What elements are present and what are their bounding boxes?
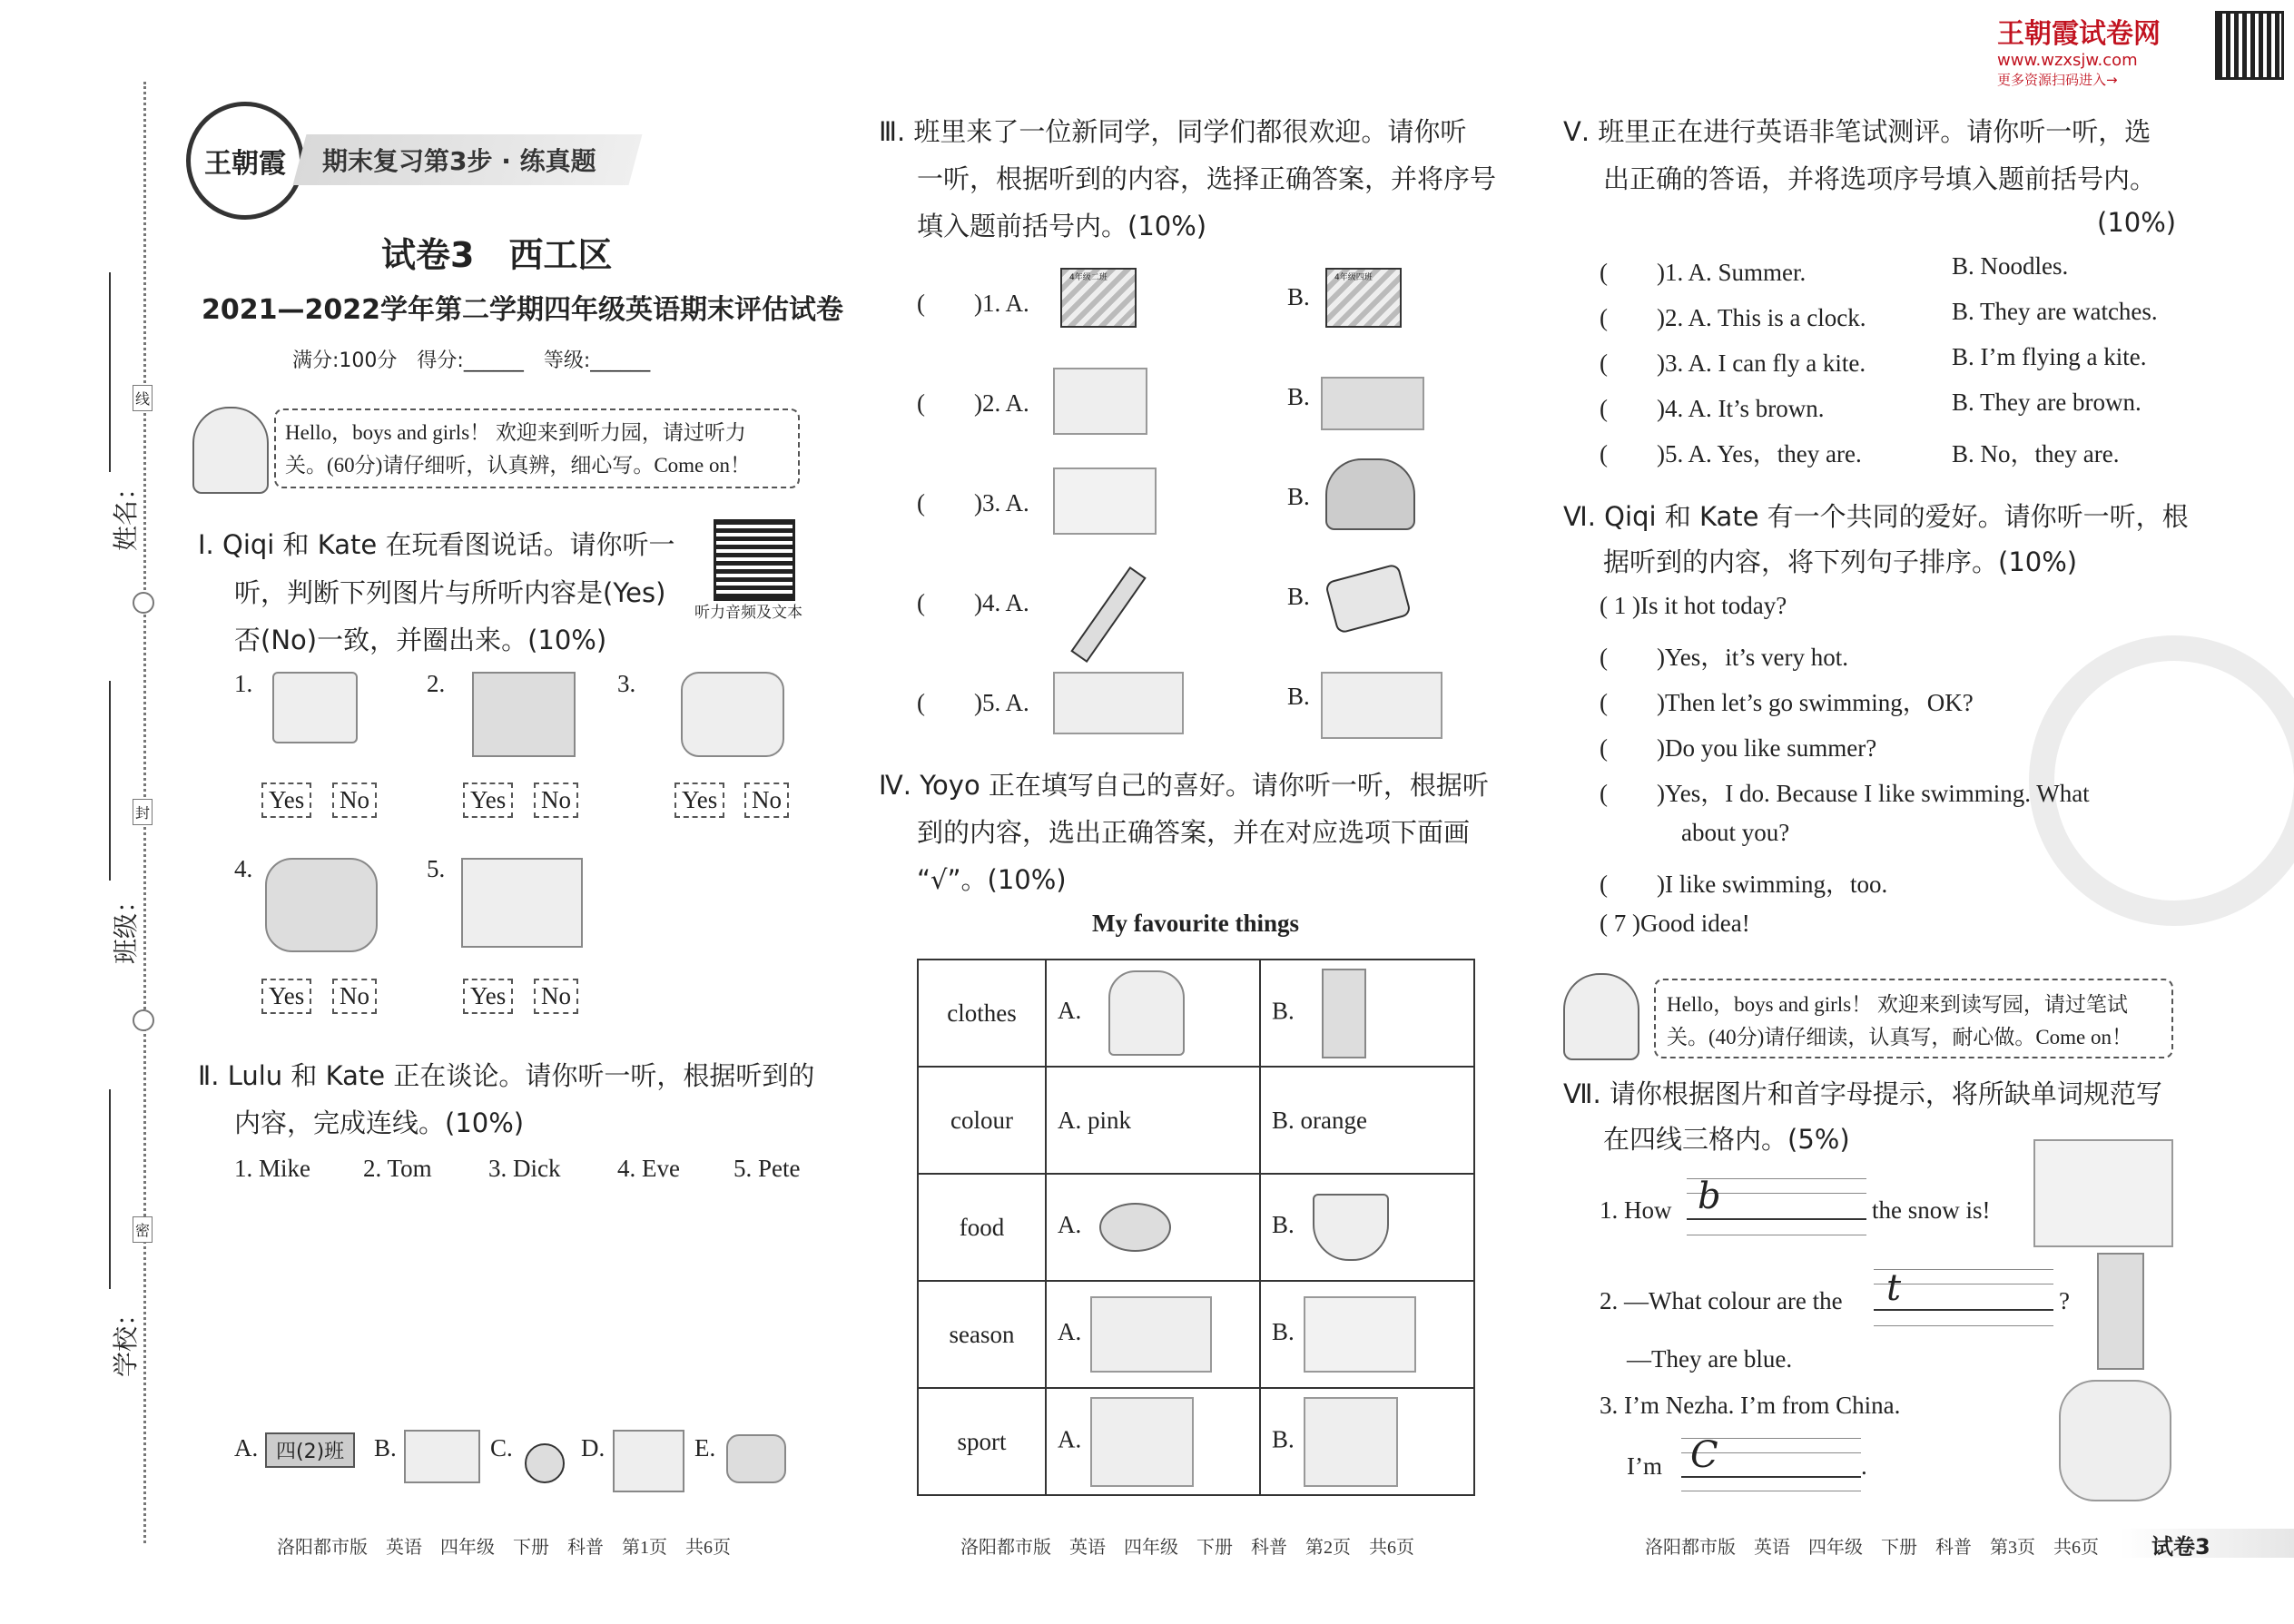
school-field-label: 学校： [111,1300,142,1378]
s2-opt-d: D. [581,1434,605,1462]
eraser-picture [1324,563,1412,635]
s5-item-2-b: B. They are watches. [1952,298,2158,325]
s2-line1: Ⅱ. Lulu 和 Kate 正在谈论。请你听一听，根据听到的 [198,1060,815,1091]
sport-option-b[interactable] [1260,1388,1474,1495]
brand-more: 更多资源扫码进入→ [1997,72,2118,88]
s6-item-5-cont: about you? [1681,819,1790,846]
row-label-food: food [918,1174,1046,1281]
s1-q1-yes[interactable]: Yes [261,782,311,818]
row-label-colour: colour [918,1067,1046,1174]
s1-num-3: 3. [617,670,636,697]
girl-reading-illustration [1563,973,1639,1060]
s3-item-4: ( )4. A. [917,589,1029,616]
s7-q2-start: 2. —What colour are the [1600,1287,1843,1314]
s1-q4-no[interactable]: No [332,979,377,1014]
table-row [918,1281,1474,1388]
spring-scene-picture [1090,1296,1212,1373]
table-row [918,1388,1474,1495]
s4-line2: 到的内容，选出正确答案，并在对应选项下面画 [917,817,1471,848]
s5-item-5-b: B. No，they are. [1952,440,2120,468]
s4-line3: “√”。(10%) [917,864,1067,895]
s3-line1: Ⅲ. 班里来了一位新同学，同学们都很欢迎。请你听 [879,116,1467,147]
s7-q3-line: 3. I’m Nezha. I’m from China. [1600,1392,1901,1419]
s2-name-2: 2. Tom [363,1155,432,1182]
s2-opt-b: B. [374,1434,397,1462]
listening-qr-code[interactable] [714,519,795,601]
s2-name-5: 5. Pete [733,1155,801,1182]
computer-picture [472,672,576,757]
bridge-picture [1321,377,1424,430]
s1-line2: 听，判断下列图片与所听内容是(Yes) [234,577,666,608]
football-player-picture [1304,1397,1398,1487]
s5-item-4-b: B. They are brown. [1952,389,2141,416]
s2-opt-e: E. [694,1434,716,1462]
sport-option-b-label: B. [1272,1425,1295,1453]
s2-line2: 内容，完成连线。(10%) [234,1107,525,1138]
s1-q3-no[interactable]: No [744,782,789,818]
colour-option-a[interactable]: A. pink [1046,1067,1260,1174]
s5-item-1: ( )1. A. Summer. [1600,259,1807,286]
colour-option-b[interactable]: B. orange [1260,1067,1474,1174]
sport-option-a[interactable] [1046,1388,1260,1495]
s1-q1-no[interactable]: No [332,782,377,818]
brand-url[interactable]: www.wzxsjw.com [1997,51,2138,70]
winter-tree-picture [1053,468,1157,535]
kids-playing-picture [1321,672,1442,739]
winter-scene-picture [1304,1296,1416,1373]
sport-option-a-label: A. [1058,1425,1082,1453]
s1-num-5: 5. [427,855,446,882]
listening-qr-label: 听力音频及文本 [694,604,802,621]
q1-hint-letter: b [1698,1176,1721,1217]
dress-picture [1108,970,1185,1056]
class-badge: 四(2)班 [265,1432,355,1468]
food-option-b[interactable] [1260,1174,1474,1281]
paper-subtitle: 2021—2022学年第二学期四年级英语期末评估试卷 [202,294,843,326]
binding-hole-2 [133,1009,154,1031]
s2-opt-c: C. [490,1434,513,1462]
s6-line2: 据听到的内容，将下列句子排序。(10%) [1603,546,2078,577]
s6-item-4: ( )Do you like summer? [1600,734,1877,762]
s6-item-5: ( )Yes，I do. Because I like swimming. What [1600,780,2090,807]
s7-q2-reply: —They are blue. [1627,1345,1793,1373]
s5-line1: Ⅴ. 班里正在进行英语非笔试测评。请你听一听，选 [1563,116,2151,147]
s6-item-6: ( )I like swimming，too. [1600,871,1888,898]
paper-title: 试卷3 西工区 [381,235,613,275]
row-label-season: season [918,1281,1046,1388]
class-field-label: 班级： [111,887,142,965]
blue-trousers-picture [2097,1253,2144,1370]
brand-block [1997,11,2215,89]
s1-q5-no[interactable]: No [534,979,578,1014]
clothes-option-b-label: B. [1272,997,1295,1025]
footer-page-3: 洛阳都市版 英语 四年级 下册 科普 第3页 共6页 [1645,1538,2099,1558]
s3-item-2-b: B. [1287,383,1310,410]
s7-q1-end: the snow is! [1872,1196,1991,1224]
s5-item-3: ( )3. A. I can fly a kite. [1600,349,1866,377]
s1-q2-yes[interactable]: Yes [463,782,513,818]
s1-line1: Ⅰ. Qiqi 和 Kate 在玩看图说话。请你听一 [198,529,675,560]
s5-item-1-b: B. Noodles. [1952,252,2069,280]
s2-name-1: 1. Mike [234,1155,310,1182]
favourite-table [917,959,1475,1496]
elephants-picture [265,858,378,952]
s2-opt-a: A. [234,1434,259,1462]
food-option-b-label: B. [1272,1211,1295,1239]
s1-num-2: 2. [427,670,446,697]
s1-line3: 否(No)一致，并圈出来。(10%) [234,625,607,655]
s1-num-4: 4. [234,855,253,882]
footer-page-1: 洛阳都市版 英语 四年级 下册 科普 第1页 共6页 [277,1538,731,1558]
nezha-picture [2059,1380,2171,1501]
listening-intro-l1: Hello，boys and girls！ 欢迎来到听力园，请过听力 [285,421,746,444]
season-option-a-label: A. [1058,1318,1082,1346]
pen-paper-picture [404,1430,480,1483]
s7-q3-start: I’m [1627,1452,1662,1480]
clothes-option-a-label: A. [1058,997,1082,1025]
trousers-picture [1322,969,1366,1058]
backpack-picture [726,1434,786,1483]
writing-intro-l2: 关。(40分)请仔细读，认真写，耐心做。Come on！ [1667,1026,2133,1048]
seal-char-2: 封 [133,799,153,825]
s5-item-2: ( )2. A. This is a clock. [1600,304,1866,331]
snowy-house-picture [2033,1139,2173,1247]
s6-item-7: ( 7 )Good idea! [1600,910,1750,937]
table-row [918,960,1474,1067]
s3-item-2: ( )2. A. [917,389,1029,417]
s4-line1: Ⅳ. Yoyo 正在填写自己的喜好。请你听一听，根据听 [879,770,1489,801]
board-badge-a: 4年级二班 [1069,273,1108,282]
table-row [918,1174,1474,1281]
s3-item-1-b: B. [1287,283,1310,310]
season-option-b[interactable] [1260,1281,1474,1388]
row-label-clothes: clothes [918,960,1046,1067]
writing-intro-l1: Hello，boys and girls！ 欢迎来到读写园，请过笔试 [1667,993,2128,1016]
s5-line2: 出正确的答语，并将选项序号填入题前括号内。 [1603,163,2157,194]
s1-q3-yes[interactable]: Yes [674,782,724,818]
score-line: 满分:100分 得分:______ 等级:______ [292,349,651,372]
s7-line1: Ⅶ. 请你根据图片和首字母提示，将所缺单词规范写 [1563,1078,2162,1109]
horse-rider-picture [681,672,784,757]
football-picture [525,1443,565,1483]
s6-item-1: ( 1 )Is it hot today? [1600,592,1787,619]
s7-q1-start: 1. How [1600,1196,1672,1224]
s2-name-3: 3. Dick [488,1155,561,1182]
shorts-picture [272,672,358,743]
s3-line3: 填入题前括号内。(10%) [917,211,1207,241]
s5-item-3-b: B. I’m flying a kite. [1952,343,2147,370]
corner-tag: 试卷3 [2151,1534,2210,1560]
top-qr-code[interactable] [2215,11,2284,80]
footer-page-2: 洛阳都市版 英语 四年级 下册 科普 第2页 共6页 [960,1538,1414,1558]
park-picture [1053,368,1147,435]
s6-item-2: ( )Yes，it’s very hot. [1600,644,1849,671]
rain-cloud-picture [1325,458,1415,530]
clothes-option-a[interactable] [1046,960,1260,1067]
binding-hole-1 [133,592,154,614]
logo-badge [186,102,304,220]
s1-q4-yes[interactable]: Yes [261,979,311,1014]
ping-pong-picture [1053,672,1184,734]
s5-item-4: ( )4. A. It’s brown. [1600,395,1825,422]
seal-char-3: 密 [133,1216,153,1243]
pancake-picture [1099,1203,1171,1252]
board-badge-b: 4年级四班 [1334,273,1373,282]
s5-item-5: ( )5. A. Yes，they are. [1600,440,1862,468]
table-row [918,1067,1474,1174]
season-option-a[interactable] [1046,1281,1260,1388]
noodles-bowl-picture [1313,1194,1389,1261]
s3-line2: 一听，根据听到的内容，选择正确答案，并将序号 [917,163,1497,194]
logo-text: 王朝霞 [204,148,286,180]
s3-item-5-b: B. [1287,683,1310,710]
s7-q2-end: ? [2059,1287,2070,1314]
s1-q5-yes[interactable]: Yes [463,979,513,1014]
food-option-a-label: A. [1058,1211,1082,1239]
s6-line1: Ⅵ. Qiqi 和 Kate 有一个共同的爱好。请你听一听，根 [1563,501,2189,532]
banner-text: 期末复习第3步 · 练真题 [322,146,596,176]
s3-item-5: ( )5. A. [917,689,1029,716]
s7-line2: 在四线三格内。(5%) [1603,1124,1850,1155]
clothes-option-b[interactable] [1260,960,1474,1067]
food-option-a[interactable] [1046,1174,1260,1281]
s3-item-3-b: B. [1287,483,1310,510]
row-label-sport: sport [918,1388,1046,1495]
girl-illustration [192,407,269,494]
s3-item-4-b: B. [1287,583,1310,610]
s3-item-3: ( )3. A. [917,489,1029,517]
basketball-picture [1090,1397,1194,1487]
name-field-label: 姓名： [111,474,142,552]
s1-q2-no[interactable]: No [534,782,578,818]
brand-name: 王朝霞试卷网 [1997,18,2161,50]
s5-line3: (10%) [2097,207,2177,238]
s3-item-1: ( )1. A. [917,290,1029,317]
swimming-picture [461,858,583,948]
s6-item-3: ( )Then let’s go swimming，OK? [1600,689,1974,716]
seal-char-1: 线 [133,385,153,411]
q3-hint-letter: C [1690,1434,1718,1476]
name-field-line[interactable] [109,272,111,472]
s1-num-1: 1. [234,670,253,697]
building-picture [613,1430,684,1492]
q2-hint-letter: t [1886,1267,1902,1309]
class-field-line[interactable] [109,681,111,881]
favourite-table-title: My favourite things [1092,910,1299,937]
s7-q3-end: . [1861,1452,1867,1480]
s2-name-4: 4. Eve [617,1155,680,1182]
season-option-b-label: B. [1272,1318,1295,1346]
pen-picture [1070,566,1146,663]
school-field-line[interactable] [109,1089,111,1289]
listening-intro-l2: 关。(60分)请仔细听，认真辨，细心写。Come on！ [285,454,752,477]
